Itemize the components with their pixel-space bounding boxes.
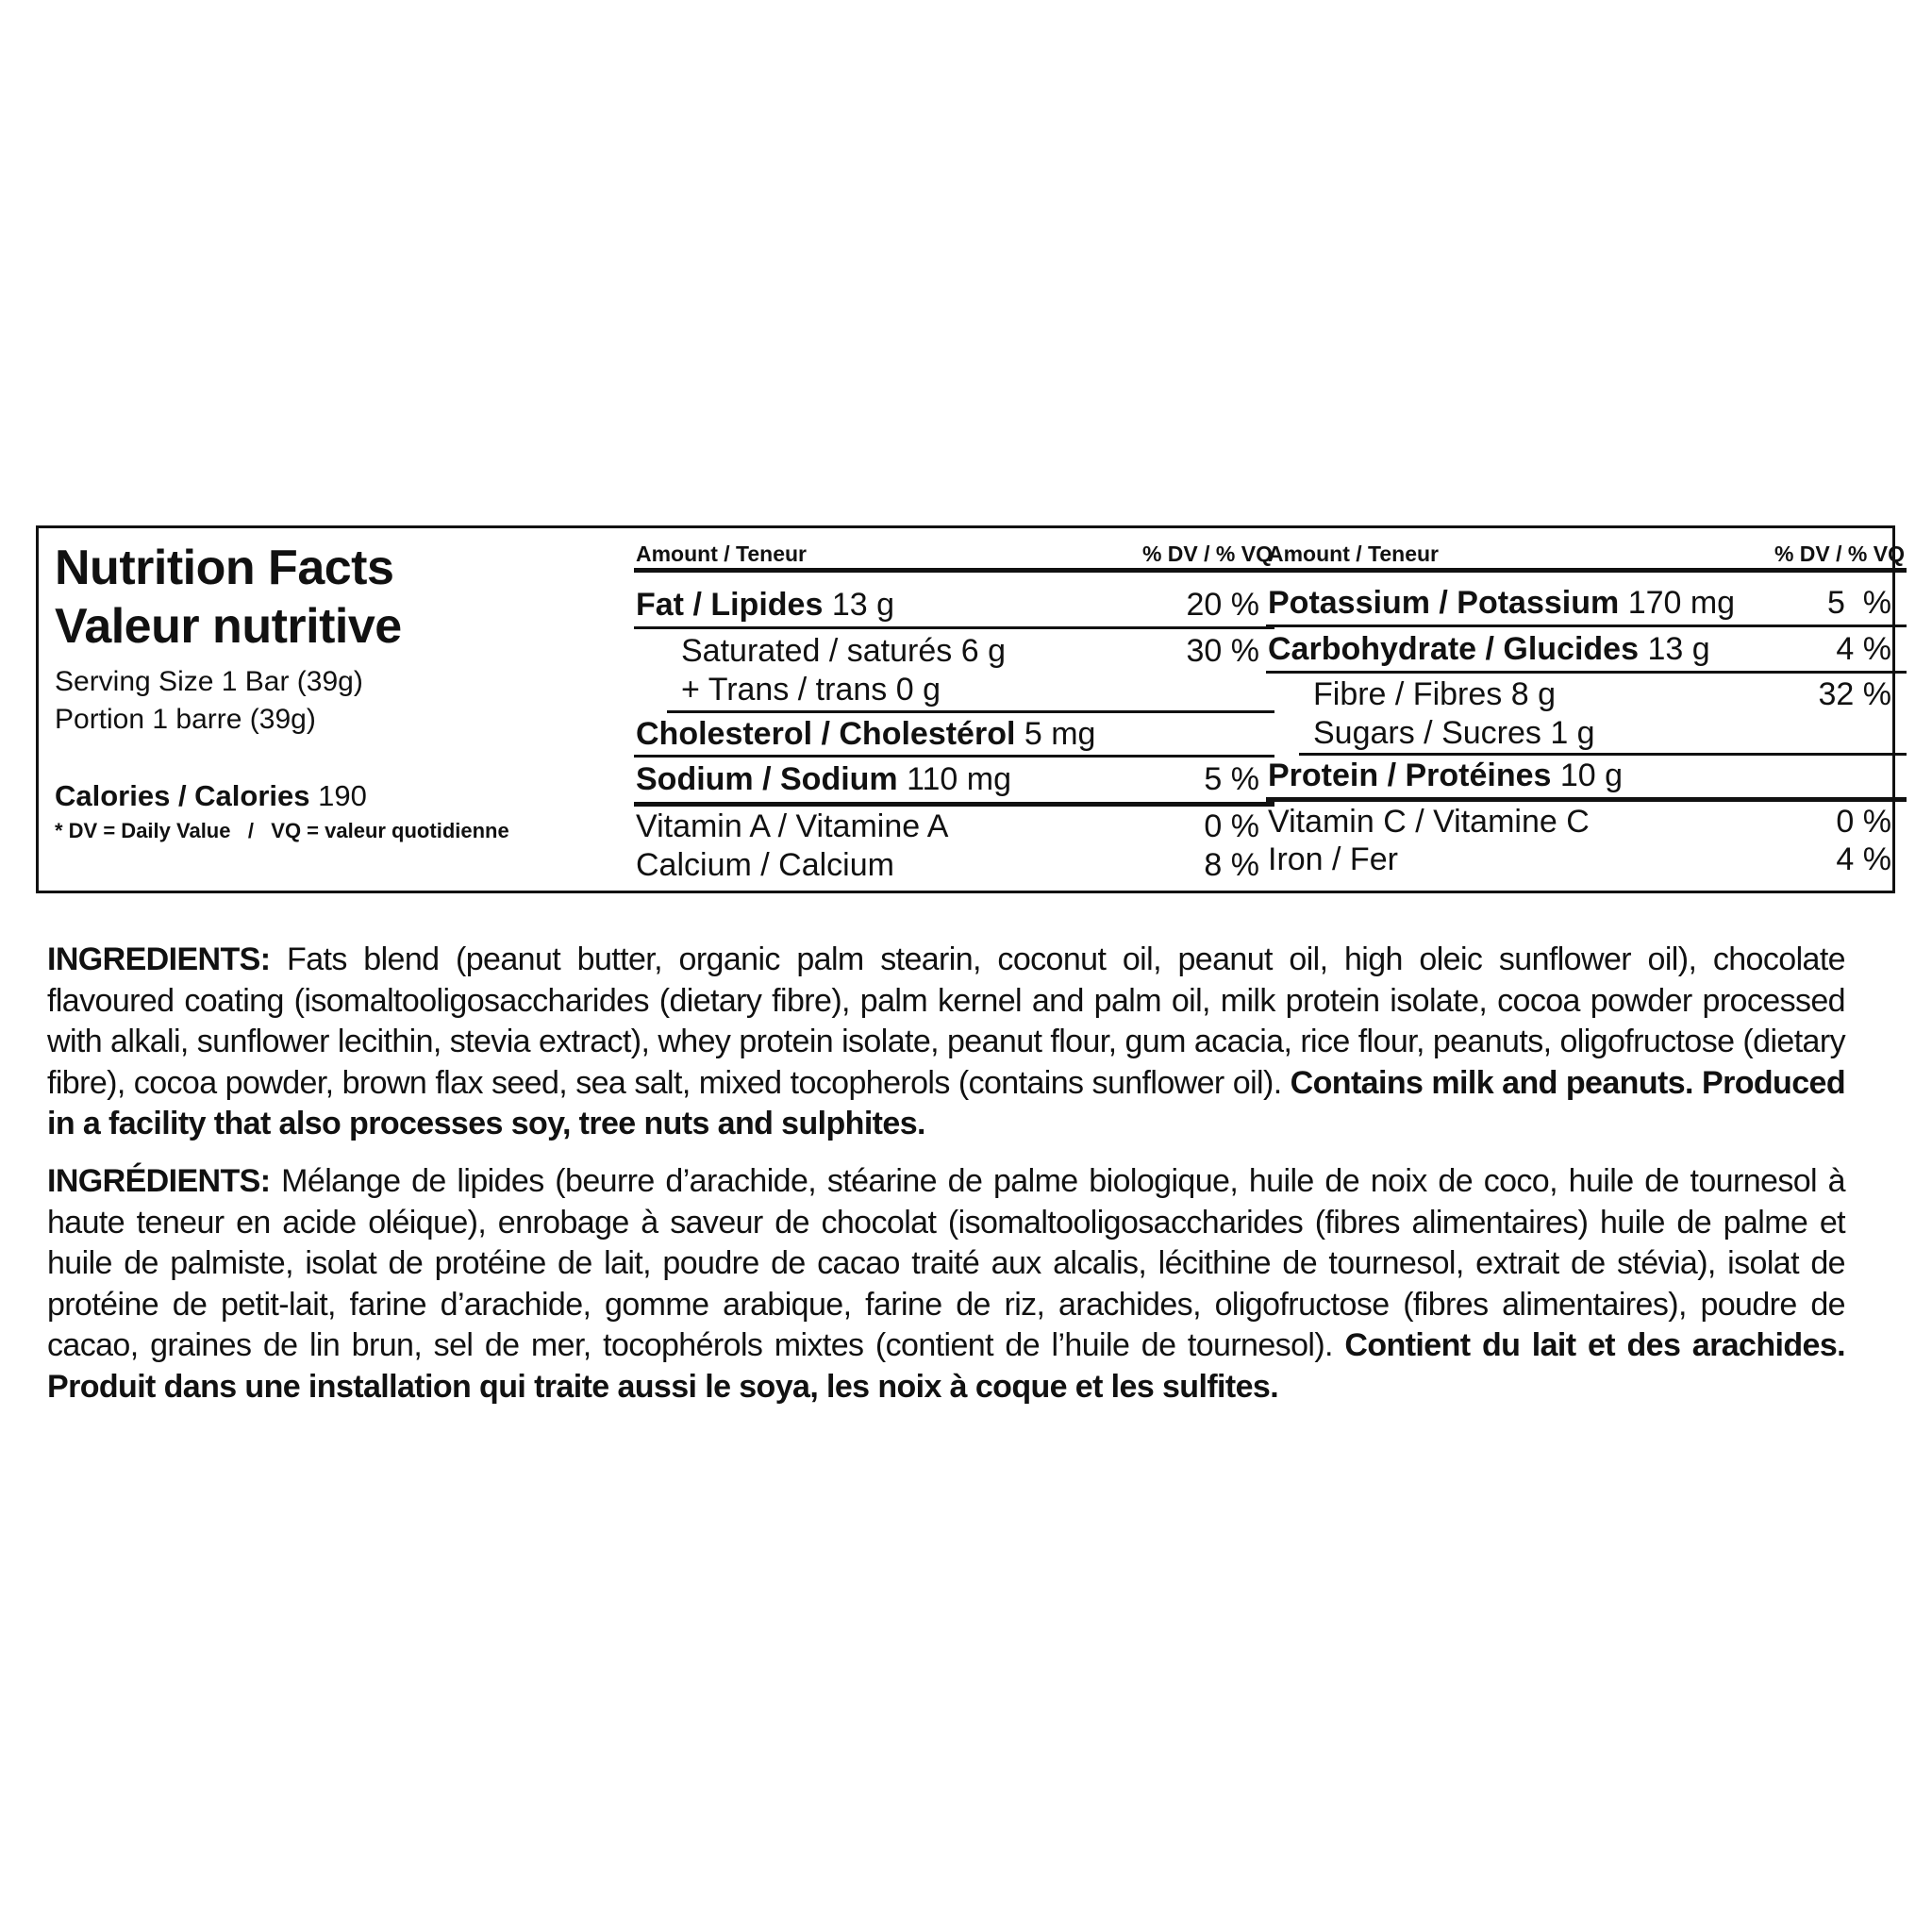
dv-footnote: * DV = Daily Value / VQ = valeur quotidienne xyxy=(55,819,509,842)
row-cholesterol: Cholesterol / Cholestérol 5 mg xyxy=(636,716,1096,752)
row-vitamin-c: Vitamin C / Vitamine C xyxy=(1268,804,1590,840)
row-trans: + Trans / trans 0 g xyxy=(681,672,941,708)
row-carbohydrate: Carbohydrate / Glucides 13 g xyxy=(1268,631,1710,667)
ingredients-fr-text: Mélange de lipides (beurre d’arachide, stéarine de palme biologique, huile de noix de coco, huile de tournesol à haute teneur en acide oléique), enrobage à saveur de chocolat (isomaltooligosaccharides (fibres alimentaires) huile de palme et huile de palmiste, isolat de protéine de lait, poudre de cacao traité aux alcalis, lécithine de tournesol, extrait de stévia), isolat de protéine de petit-lait, farine d’arachide, gomme arabique, farine de riz, arachides, oligofructose (fibres alimentaires), poudre de cacao, graines de lin brun, sel de mer, tocophérols mixtes (contient de l’huile de tournesol). xyxy=(47,1163,1845,1363)
ingredients-en-heading: INGREDIENTS: xyxy=(47,941,271,977)
dv-fat: 20 % xyxy=(1186,587,1259,623)
dv-sodium: 5 % xyxy=(1204,761,1259,797)
row-protein: Protein / Protéines 10 g xyxy=(1268,758,1624,793)
row-saturated: Saturated / saturés 6 g xyxy=(681,633,1006,669)
left-dv-header: % DV / % VQ xyxy=(1141,541,1273,566)
ingredients-en xyxy=(47,940,1845,1145)
row-calcium: Calcium / Calcium xyxy=(636,847,894,883)
row-fat: Fat / Lipides 13 g xyxy=(636,587,894,623)
ingredients-fr-allergens: Contient du lait et des arachides. Produit dans une installation qui traite aussi le soya, les noix à coque et les sulfites. xyxy=(47,1327,1845,1405)
rule-trans xyxy=(667,710,1274,713)
right-header-rule xyxy=(1266,568,1907,573)
dv-carbohydrate: 4 % xyxy=(1836,631,1891,667)
ingredients-fr-heading: INGRÉDIENTS: xyxy=(47,1163,271,1199)
calories-label: Calories / Calories xyxy=(55,779,310,812)
dv-potassium: 5 % xyxy=(1826,585,1891,621)
calories-line xyxy=(55,777,367,815)
rule-potassium xyxy=(1266,625,1907,627)
ingredients-en-allergens: Contains milk and peanuts. Produced in a facility that also processes soy, tree nuts and sulphites. xyxy=(47,1064,1845,1141)
dv-iron: 4 % xyxy=(1836,841,1891,877)
right-amount-header: Amount / Teneur xyxy=(1268,541,1440,566)
row-vitamin-a: Vitamin A / Vitamine A xyxy=(636,808,949,844)
left-header-rule xyxy=(634,568,1274,573)
dv-calcium: 8 % xyxy=(1204,847,1259,883)
dv-vitamin-a: 0 % xyxy=(1204,808,1259,844)
rule-fat xyxy=(634,626,1274,629)
title-en: Nutrition Facts xyxy=(55,541,394,595)
title-fr: Valeur nutritive xyxy=(55,599,402,654)
ingredients-fr xyxy=(47,1161,1845,1407)
row-potassium: Potassium / Potassium 170 mg xyxy=(1268,585,1736,621)
left-amount-header: Amount / Teneur xyxy=(636,541,808,566)
serving-size-fr: Portion 1 barre (39g) xyxy=(55,704,316,735)
row-sodium: Sodium / Sodium 110 mg xyxy=(636,761,1012,797)
row-fibre: Fibre / Fibres 8 g xyxy=(1313,676,1556,712)
rule-carbohydrate xyxy=(1266,671,1907,674)
serving-size-en: Serving Size 1 Bar (39g) xyxy=(55,666,363,697)
dv-saturated: 30 % xyxy=(1186,633,1259,669)
nutrition-facts-panel xyxy=(36,525,1905,893)
rule-cholesterol xyxy=(634,755,1274,758)
row-iron: Iron / Fer xyxy=(1268,841,1398,877)
right-dv-header: % DV / % VQ xyxy=(1774,541,1905,566)
calories-value: 190 xyxy=(318,779,367,812)
dv-fibre: 32 % xyxy=(1818,676,1891,712)
dv-vitamin-c: 0 % xyxy=(1836,804,1891,840)
row-sugars: Sugars / Sucres 1 g xyxy=(1313,715,1595,751)
ingredients-en-text: Fats blend (peanut butter, organic palm stearin, coconut oil, peanut oil, high oleic sunflower oil), chocolate flavoured coating (isomaltooligosaccharides (dietary fibre), palm kernel and palm oil, milk protein isolate, cocoa powder processed with alkali, sunflower lecithin, stevia extract), whey protein isolate, peanut flour, gum acacia, rice flour, peanuts, oligofructose (dietary fibre), cocoa powder, brown flax seed, sea salt, mixed tocopherols (contains sunflower oil). xyxy=(47,941,1845,1101)
